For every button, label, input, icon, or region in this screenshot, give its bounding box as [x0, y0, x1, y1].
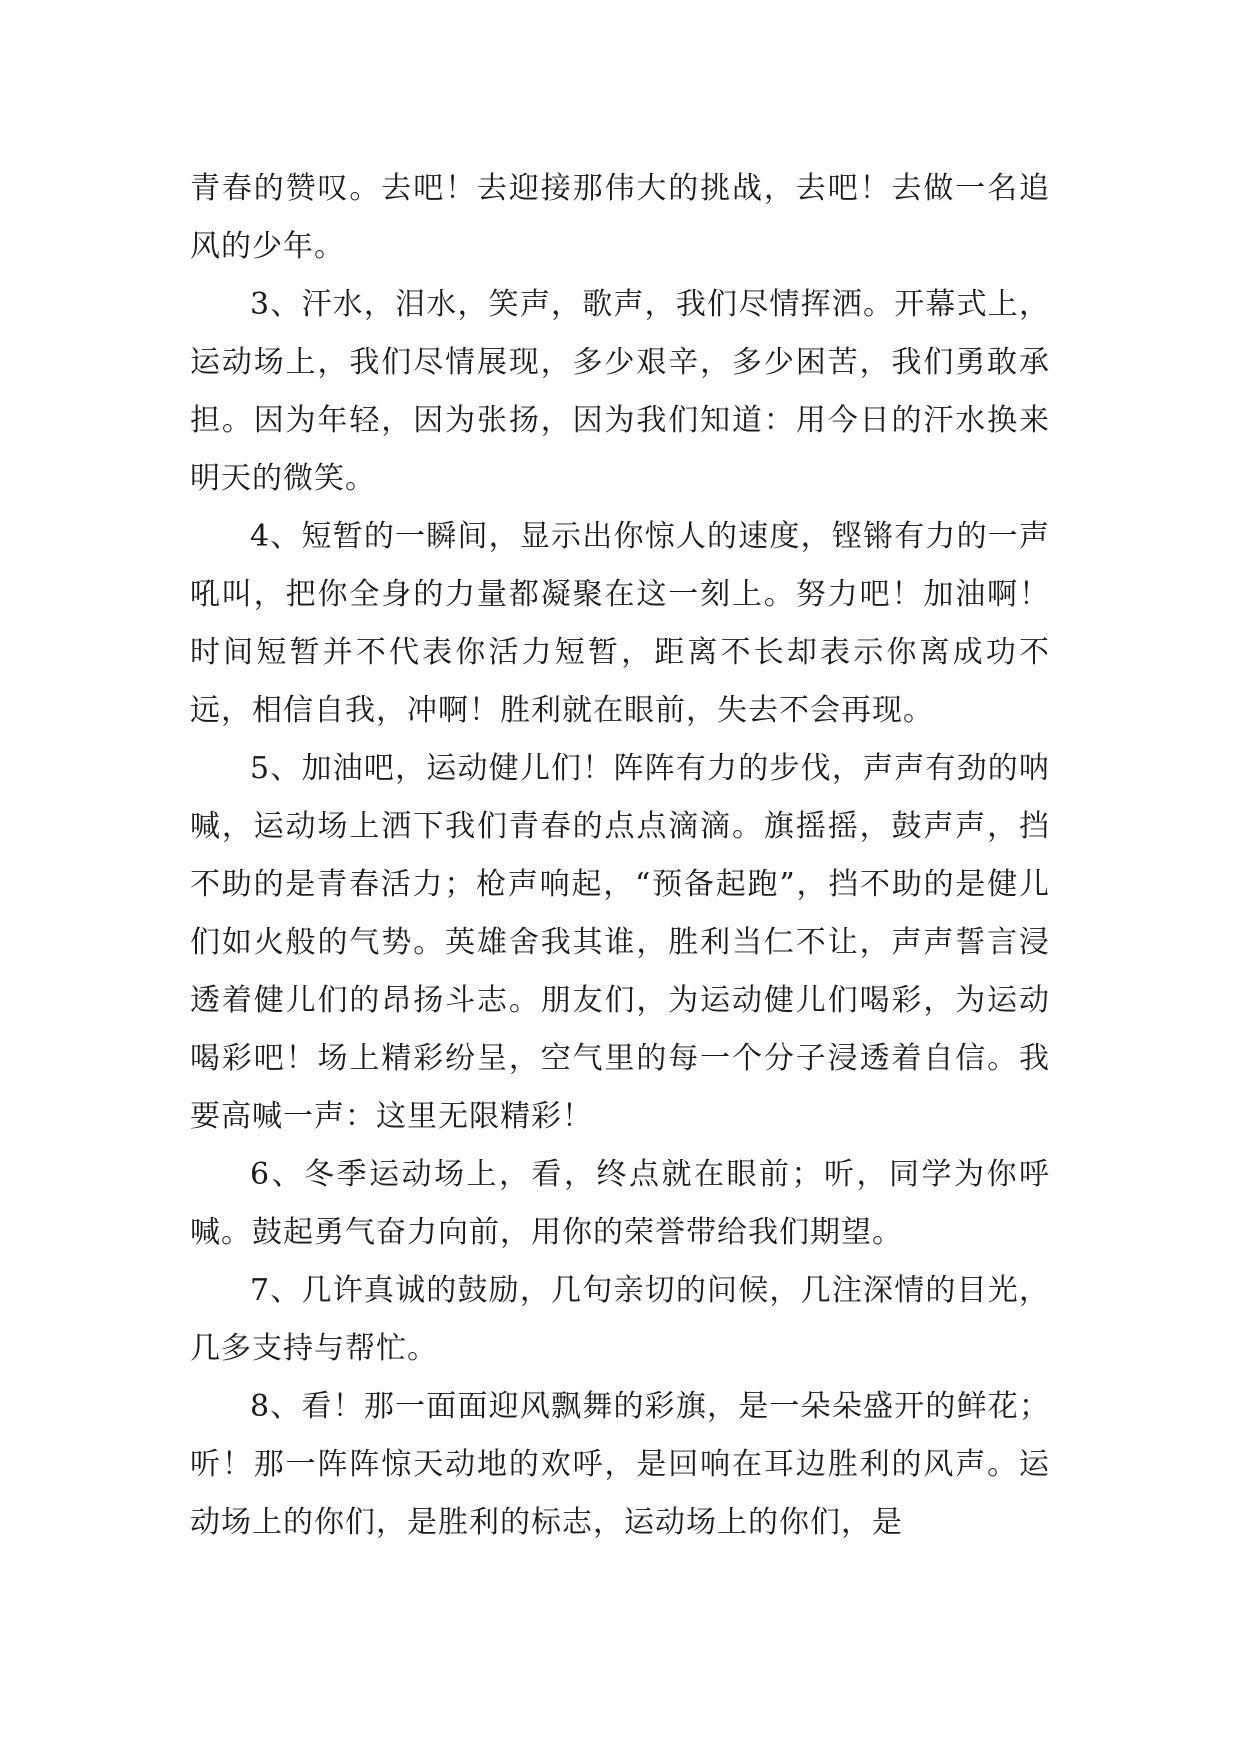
paragraph-item-7: 7、几许真诚的鼓励，几句亲切的问候，几注深情的目光，几多支持与帮忙。 [190, 1273, 1050, 1366]
paragraph-item-5: 5、加油吧，运动健儿们！阵阵有力的步伐，声声有劲的呐喊，运动场上洒下我们青春的点点滴滴。旗摇摇，鼓声声，挡不助的是青春活力；枪声响起，“预备起跑”，挡不助的是健儿们如火般的气势。英雄舍我其谁，胜利当仁不让，声声誓言浸透着健儿们的昂扬斗志。朋友们，为运动健儿们喝彩，为运动喝彩吧！场上精彩纷呈，空气里的每一个分子浸透着自信。我要高喊一声：这里无限精彩！ [190, 751, 1050, 1134]
paragraph-item-4: 4、短暂的一瞬间，显示出你惊人的速度，铿锵有力的一声吼叫，把你全身的力量都凝聚在这一刻上。努力吧！加油啊！时间短暂并不代表你活力短暂，距离不长却表示你离成功不远，相信自我，冲啊！胜利就在眼前，失去不会再现。 [190, 519, 1050, 728]
paragraph-item-3: 3、汗水，泪水，笑声，歌声，我们尽情挥洒。开幕式上，运动场上，我们尽情展现，多少艰辛，多少困苦，我们勇敢承担。因为年轻，因为张扬，因为我们知道：用今日的汗水换来明天的微笑。 [190, 287, 1050, 496]
paragraph-item-6: 6、冬季运动场上，看，终点就在眼前；听，同学为你呼喊。鼓起勇气奋力向前，用你的荣誉带给我们期望。 [190, 1157, 1050, 1250]
document-body [190, 160, 1050, 1552]
paragraph-continuation: 青春的赞叹。去吧！去迎接那伟大的挑战，去吧！去做一名追风的少年。 [190, 171, 1050, 264]
paragraph-item-8: 8、看！那一面面迎风飘舞的彩旗，是一朵朵盛开的鲜花；听！那一阵阵惊天动地的欢呼，是回响在耳边胜利的风声。运动场上的你们，是胜利的标志，运动场上的你们，是 [190, 1389, 1050, 1540]
